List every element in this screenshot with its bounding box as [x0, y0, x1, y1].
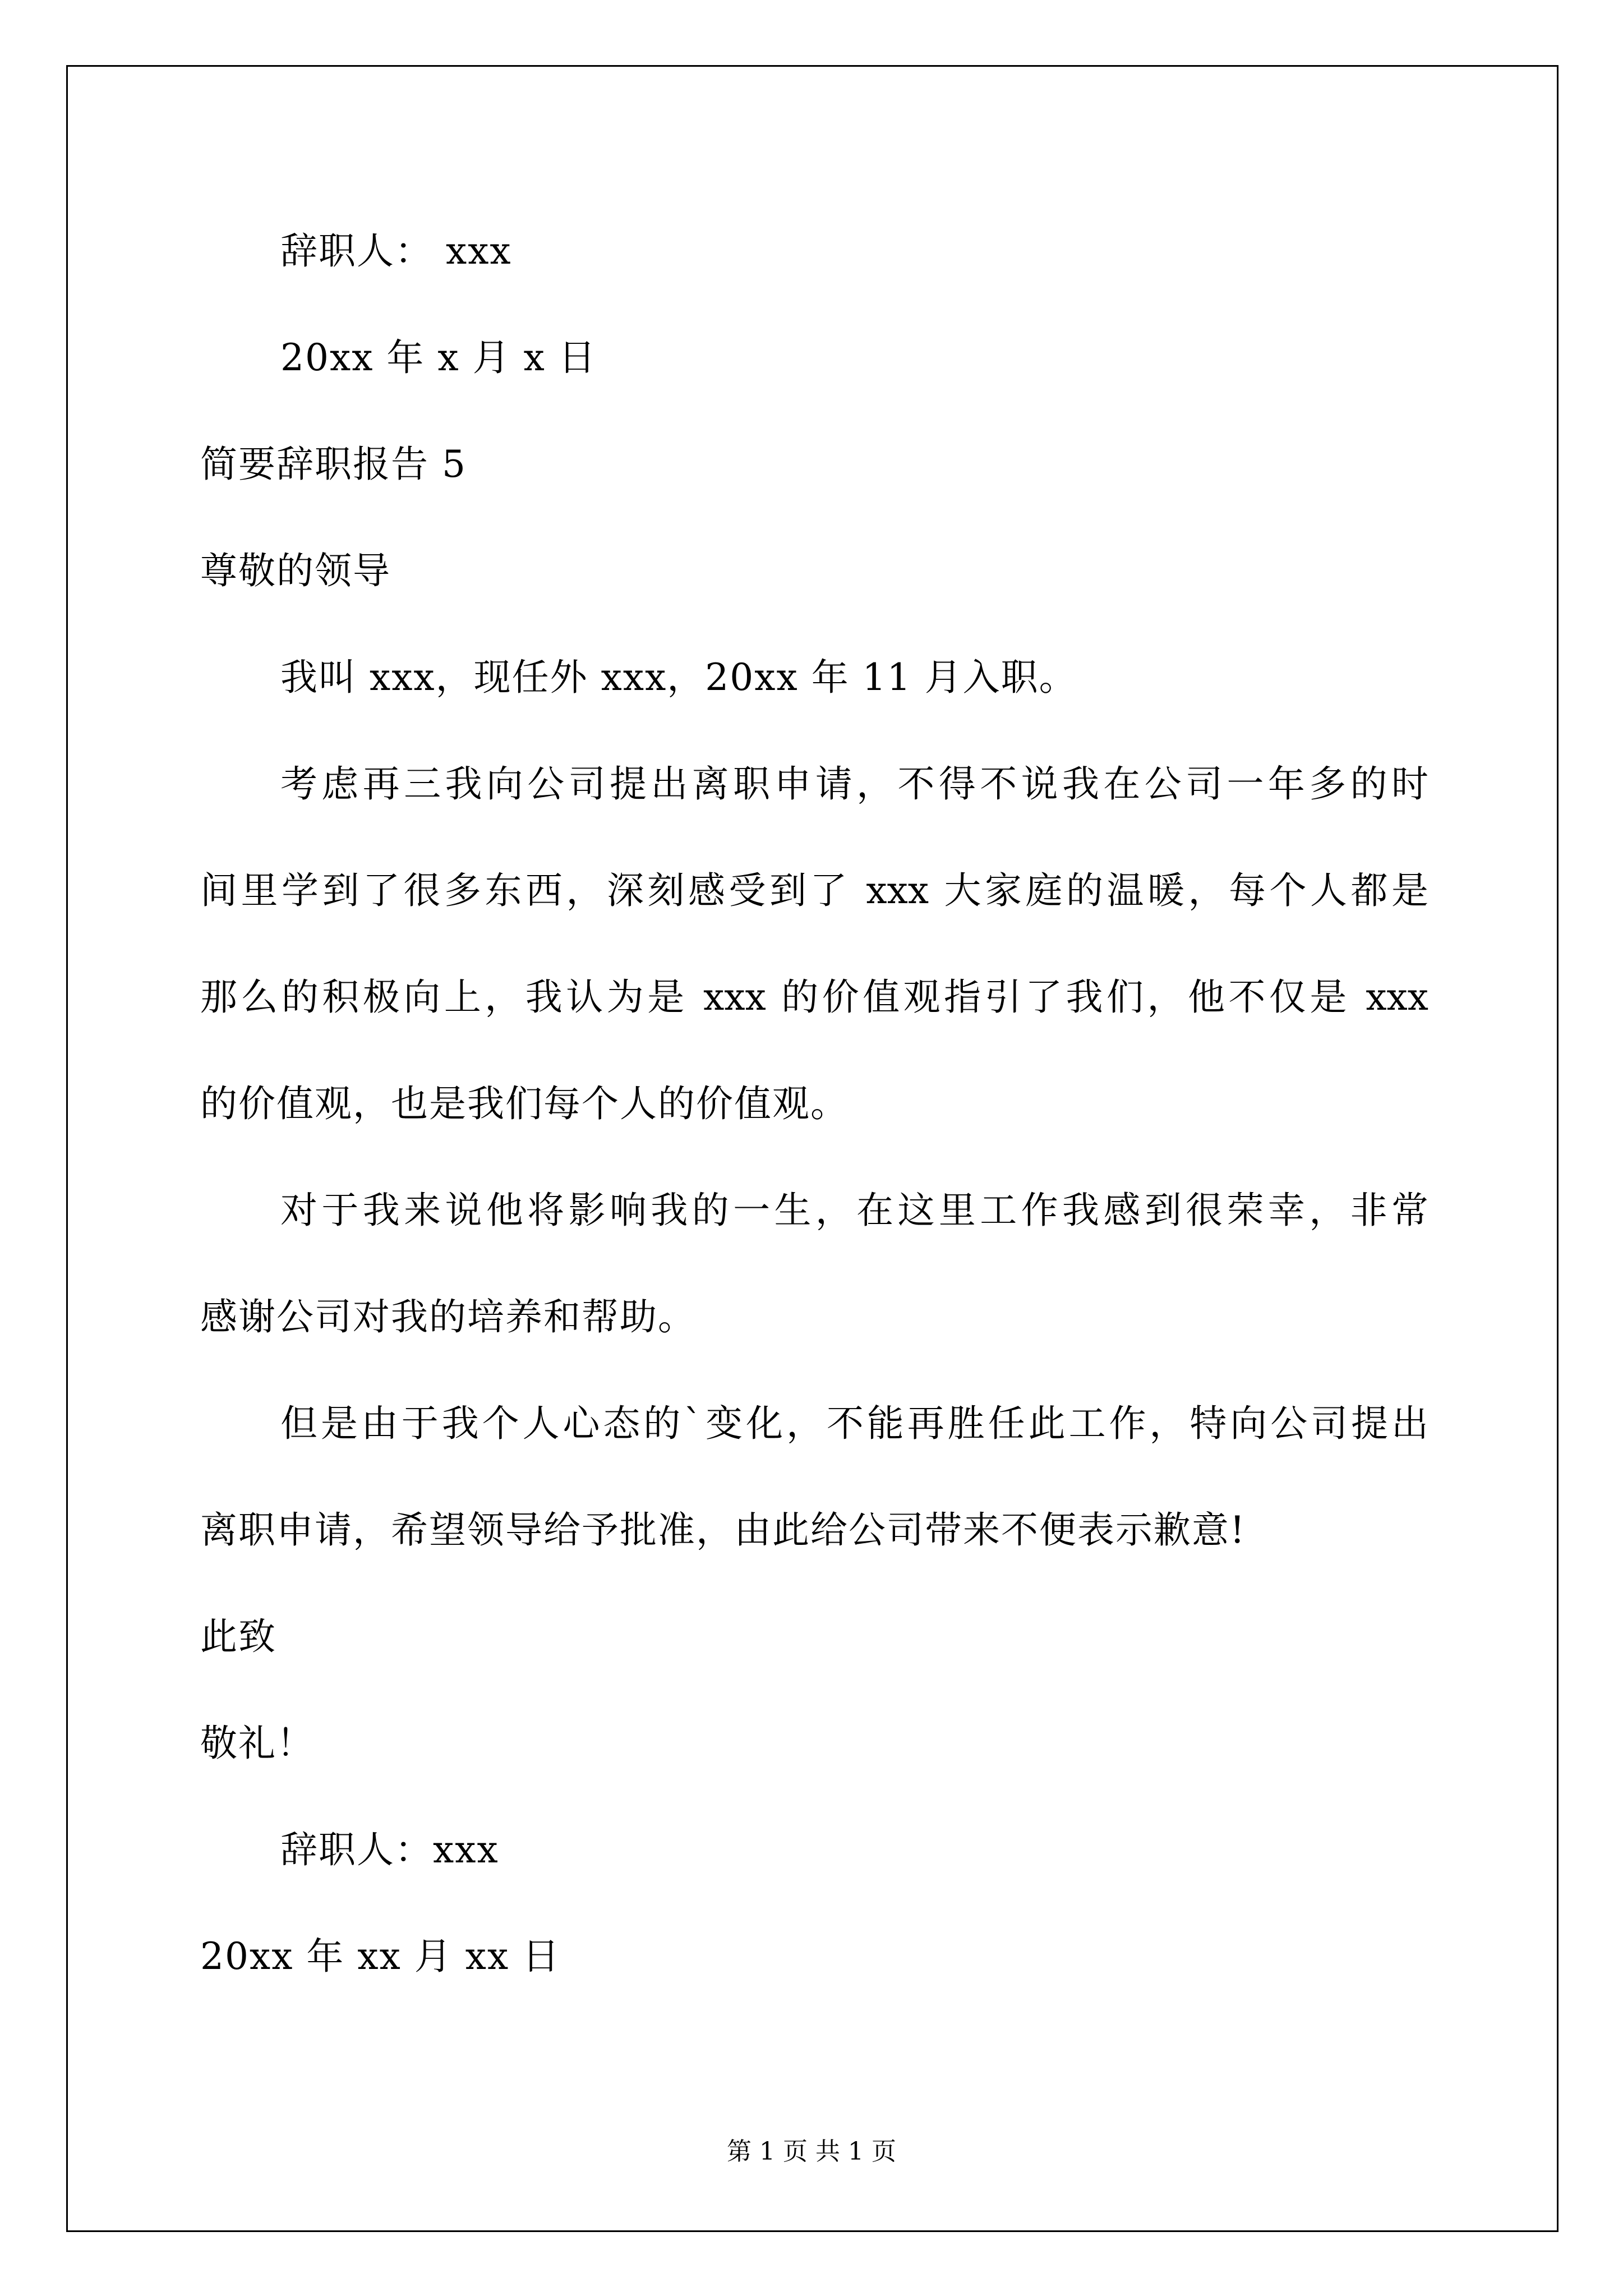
- body-paragraph-3-line-1: 但是由于我个人心态的`变化，不能再胜任此工作，特向公司提出: [280, 1402, 1428, 1445]
- body-paragraph-2-line-1: 对于我来说他将影响我的一生，在这里工作我感到很荣幸，非常: [280, 1189, 1428, 1232]
- date-line-1: 20xx 年 x 月 x 日: [280, 336, 597, 379]
- closing-line-1: 此致: [200, 1615, 276, 1658]
- intro-paragraph: 我叫 xxx，现任外 xxx，20xx 年 11 月入职。: [280, 656, 1077, 699]
- body-paragraph-2-line-2: 感谢公司对我的培养和帮助。: [200, 1295, 696, 1338]
- section-title: 简要辞职报告 5: [200, 443, 467, 486]
- closing-line-2: 敬礼！: [200, 1722, 315, 1765]
- body-paragraph-1-line-3: 那么的积极向上，我认为是 xxx 的价值观指引了我们，他不仅是 xxx: [200, 976, 1428, 1019]
- signature-line-1: 辞职人： xxx: [280, 229, 512, 273]
- date-line-2: 20xx 年 xx 月 xx 日: [200, 1935, 561, 1978]
- body-paragraph-1-line-2: 间里学到了很多东西，深刻感受到了 xxx 大家庭的温暖，每个人都是: [200, 869, 1428, 912]
- salutation: 尊敬的领导: [200, 549, 391, 592]
- page-border: [66, 65, 1559, 2232]
- page-footer: 第 1 页 共 1 页: [727, 2137, 896, 2166]
- body-paragraph-1-line-4: 的价值观，也是我们每个人的价值观。: [200, 1082, 849, 1125]
- body-paragraph-1-line-1: 考虑再三我向公司提出离职申请，不得不说我在公司一年多的时: [280, 762, 1428, 806]
- signature-line-2: 辞职人：xxx: [280, 1828, 499, 1871]
- body-paragraph-3-line-2: 离职申请，希望领导给予批准，由此给公司带来不便表示歉意!: [200, 1508, 1246, 1552]
